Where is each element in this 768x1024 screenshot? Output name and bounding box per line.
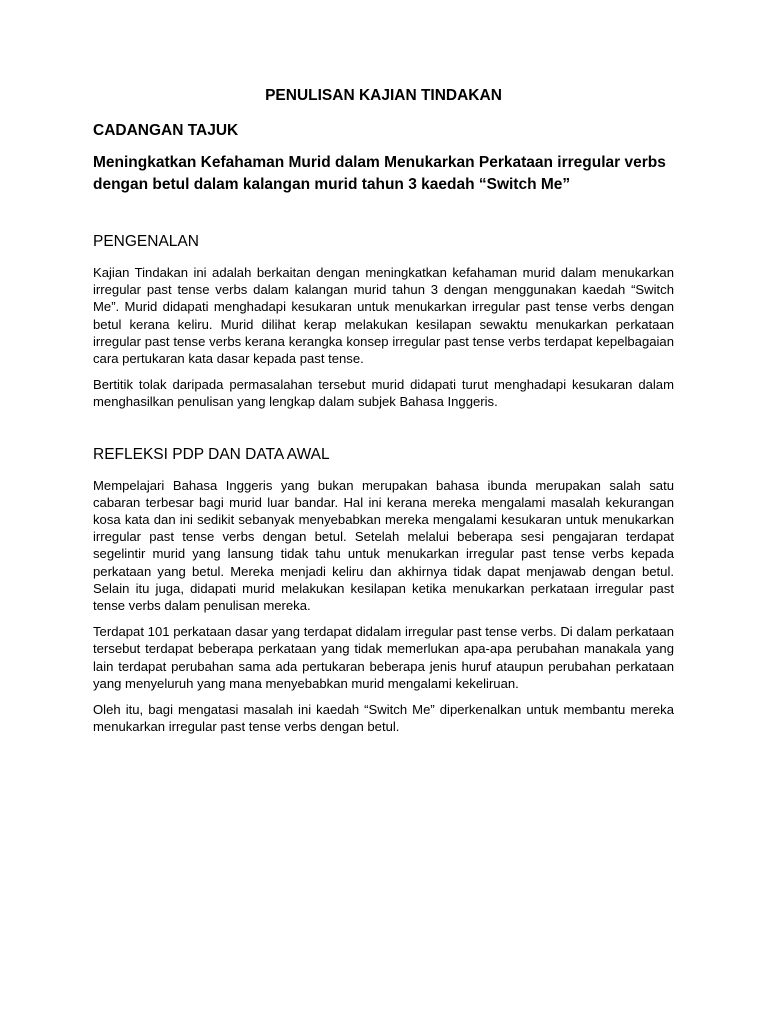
- section-refleksi: [93, 445, 674, 736]
- paragraph: Mempelajari Bahasa Inggeris yang bukan merupakan bahasa ibunda merupakan salah satu cabaran terbesar bagi murid luar bandar. Hal ini kerana mereka mengalami masalah kekurangan kosa kata dan ini sedikit sebanyak menyebabkan mereka mengalami kesukaran untuk menukarkan irregular past tense verbs dengan betul. Setelah melalui beberapa sesi pengajaran terdapat segelintir murid yang lansung tidak tahu untuk menukarkan irregular past tense verbs kepada perkataan yang betul. Mereka menjadi keliru dan akhirnya tidak dapat menjawab dengan betul. Selain itu juga, didapati murid melakukan kesilapan ketika menukarkan perkataan irregular past tense verbs dalam penulisan mereka.: [93, 477, 674, 614]
- paragraph: Kajian Tindakan ini adalah berkaitan dengan meningkatkan kefahaman murid dalam menukarkan irregular past tense verbs dalam kalangan murid tahun 3 dengan menggunakan kaedah “Switch Me”. Murid didapati menghadapi kesukaran untuk menukarkan irregular past tense verbs dengan betul kerana keliru. Murid dilihat kerap melakukan kesilapan sewaktu menukarkan perkataan irregular past tense verbs kerana kerangka konsep irregular past tense verbs terdapat kepelbagaian cara pertukaran kata dasar kepada past tense.: [93, 265, 674, 367]
- section-pengenalan: [93, 232, 674, 411]
- section-heading: PENGENALAN: [93, 233, 199, 250]
- section-heading: REFLEKSI PDP DAN DATA AWAL: [93, 445, 330, 463]
- proposed-title: Meningkatkan Kefahaman Murid dalam Menukarkan Perkataan irregular verbs dengan betul dalam kalangan murid tahun 3 kaedah “Switch Me”: [93, 154, 666, 193]
- paragraph: Oleh itu, bagi mengatasi masalah ini kaedah “Switch Me” diperkenalkan untuk membantu mereka menukarkan irregular past tense verbs dengan betul.: [93, 702, 674, 735]
- paragraph: Bertitik tolak daripada permasalahan tersebut murid didapati turut menghadapi kesukaran dalam menghasilkan penulisan yang lengkap dalam subjek Bahasa Inggeris.: [93, 377, 674, 410]
- document-title: PENULISAN KAJIAN TINDAKAN: [265, 87, 502, 104]
- paragraph: Terdapat 101 perkataan dasar yang terdapat didalam irregular past tense verbs. Di dalam perkataan tersebut terdapat beberapa perkataan yang tidak memerlukan apa-apa perubahan manakala yang lain terdapat perubahan sama ada pertukaran beberapa jenis huruf ataupun perubahan perkataan yang menyeluruh yang mana menyebabkan murid mengalami kekeliruan.: [93, 624, 674, 691]
- cadangan-tajuk-heading: CADANGAN TAJUK: [93, 122, 239, 139]
- document-page: [93, 86, 674, 744]
